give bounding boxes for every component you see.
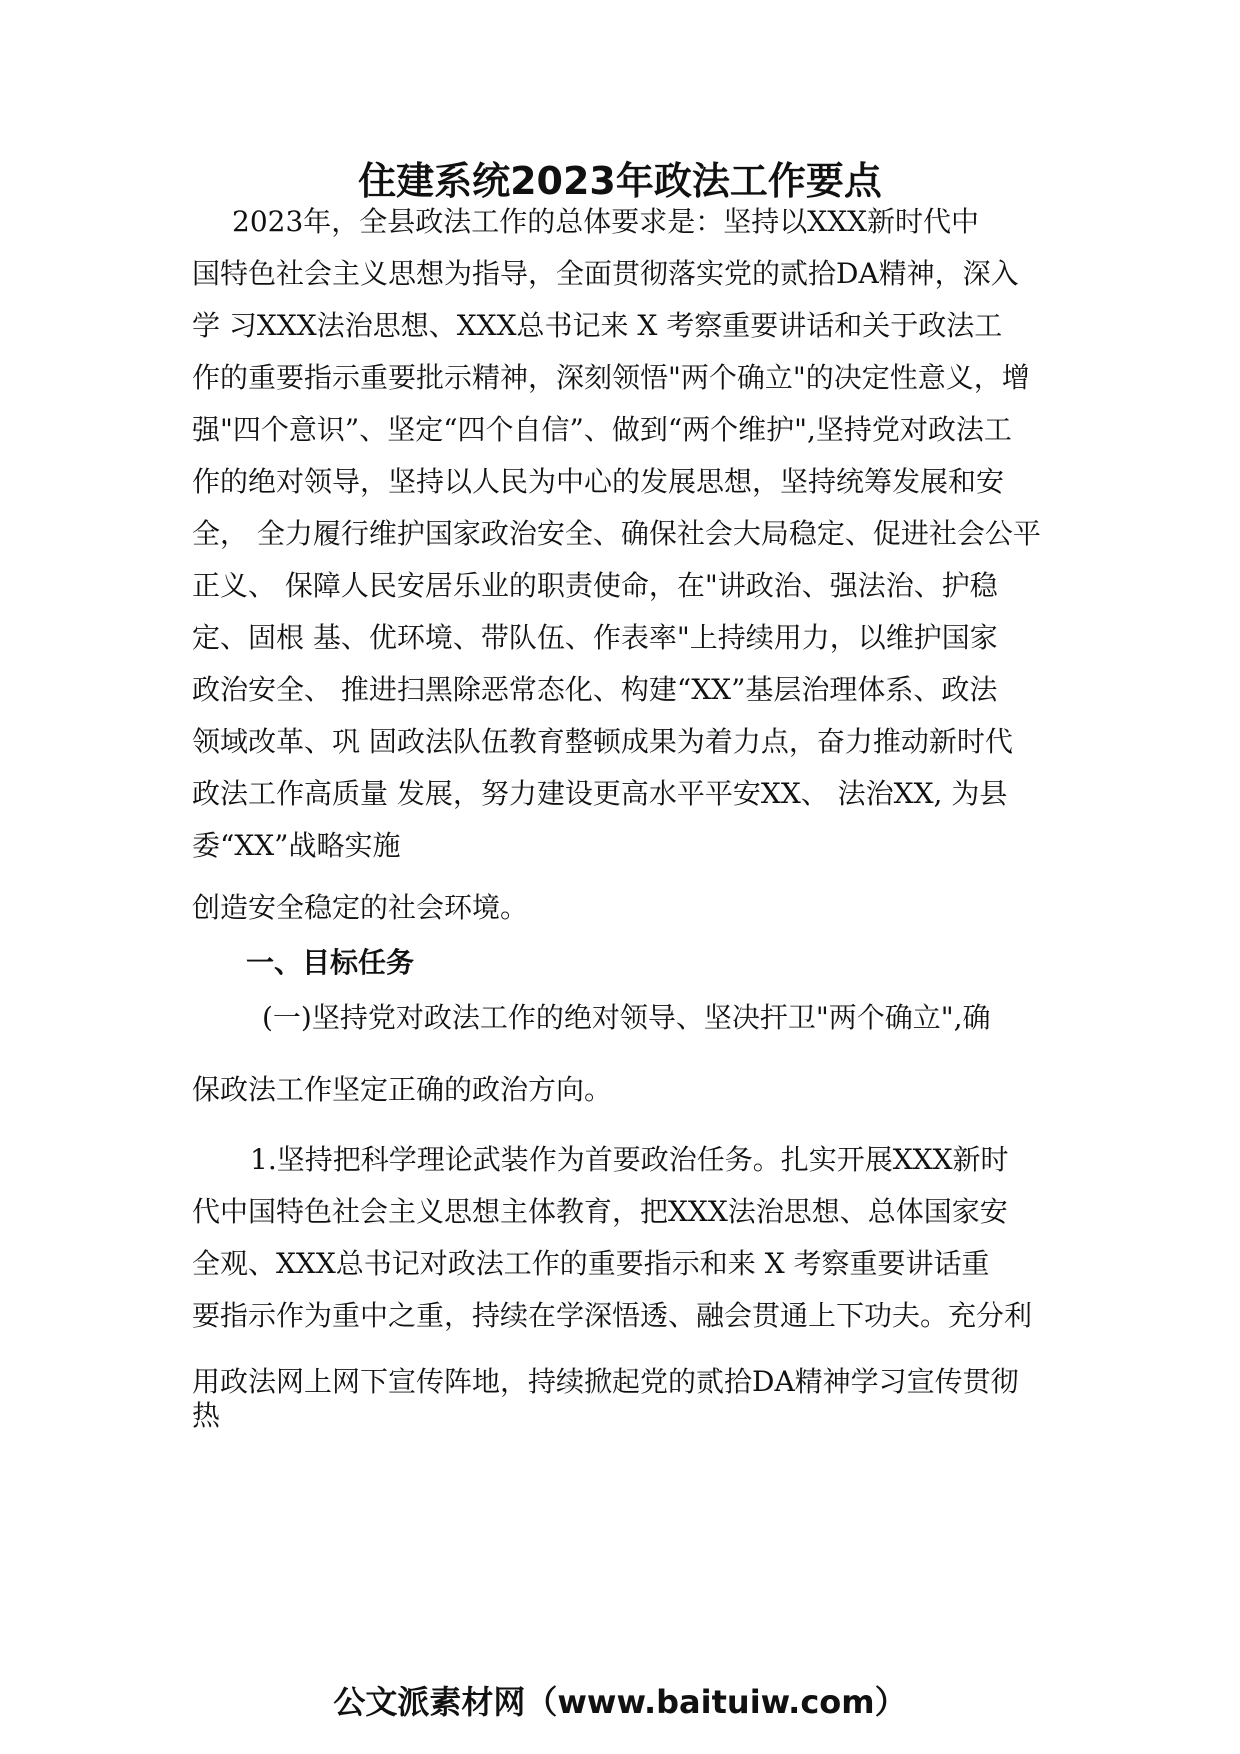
body-line: 强"四个意识”、坚定“四个自信”、做到“两个维护",坚持党对政法工 (192, 413, 1012, 446)
body-line: 学 习XXX法治思想、XXX总书记来 X 考察重要讲话和关于政法工 (192, 309, 1003, 342)
body-line: 2023年，全县政法工作的总体要求是：坚持以XXX新时代中 (232, 205, 980, 238)
body-line: 创造安全稳定的社会环境。 (192, 891, 529, 924)
document-title: 住建系统2023年政法工作要点 (358, 159, 882, 203)
footer-watermark: 公文派素材网（www.baituiw.com） (333, 1683, 907, 1721)
body-line: 保政法工作坚定正确的政治方向。 (192, 1073, 613, 1106)
body-line: 全观、XXX总书记对政法工作的重要指示和来 X 考察重要讲话重 (192, 1247, 990, 1280)
body-line: 正义、 保障人民安居乐业的职责使命，在"讲政治、强法治、护稳 (192, 569, 998, 602)
body-line: 要指示作为重中之重，持续在学深悟透、融会贯通上下功夫。充分利 (192, 1299, 1033, 1332)
body-line: 国特色社会主义思想为指导，全面贯彻落实党的贰拾DA精神，深入 (192, 257, 1019, 290)
body-line: 1.坚持把科学理论武装作为首要政治任务。扎实开展XXX新时 (250, 1143, 1009, 1176)
section-heading: 一、目标任务 (246, 946, 415, 979)
body-line: 用政法网上网下宣传阵地，持续掀起党的贰拾DA精神学习宣传贯彻 (192, 1365, 1019, 1398)
body-line: 政治安全、 推进扫黑除恶常态化、构建“XX”基层治理体系、政法 (192, 673, 998, 706)
body-line: 全， 全力履行维护国家政治安全、确保社会大局稳定、促进社会公平 (192, 517, 1041, 550)
body-line: 领域改革、巩 固政法队伍教育整顿成果为着力点，奋力推动新时代 (192, 725, 1013, 758)
body-line: 定、固根 基、优环境、带队伍、作表率"上持续用力，以维护国家 (192, 621, 998, 654)
body-line: 代中国特色社会主义思想主体教育，把XXX法治思想、总体国家安 (192, 1195, 1008, 1228)
subsection-heading: (一)坚持党对政法工作的绝对领导、坚决扞卫"两个确立",确 (262, 1001, 991, 1034)
body-line: 作的绝对领导，坚持以人民为中心的发展思想，坚持统筹发展和安 (192, 465, 1005, 498)
body-line: 作的重要指示重要批示精神，深刻领悟"两个确立"的决定性意义，增 (192, 361, 1030, 394)
body-line: 委“XX”战略实施 (192, 829, 401, 862)
body-line: 政法工作高质量 发展，努力建设更高水平平安XX、 法治XX, 为县 (192, 777, 1008, 810)
body-line: 热 (192, 1399, 221, 1432)
